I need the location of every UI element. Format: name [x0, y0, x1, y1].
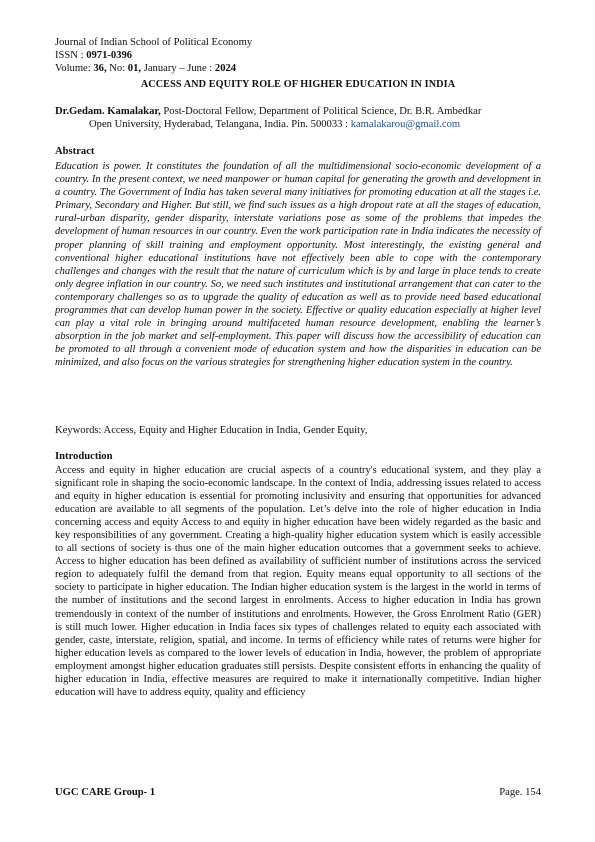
- author-affiliation-line-2: [55, 118, 541, 131]
- issue-label: No:: [106, 63, 128, 74]
- author-email-link[interactable]: kamalakarou@gmail.com: [350, 119, 461, 131]
- author-affiliation-text: Open University, Hyderabad, Telangana, India. Pin. 500033 :: [89, 119, 351, 131]
- abstract-text: Education is power. It constitutes the foundation of all the multidimensional socio-economic development of a country. In the present context, we need manpower or human capital for generating the growth and development in a country. The Government of India has taken several many initiatives for promoting education at all the stages i.e. Primary, Secondary and Higher. But still, we find such issues as a high dropout rate at all the stages of education, rural-urban disparity, gender disparity, interstate variations pose as some of the problems that impedes the development of human resources in our country. Even the work participation rate in India indicates the necessity of proper planning of skill training and employment opportunity. Most interestingly, the existing general and conventional higher educational institutions have not effectively been able to cope with the contemporary challenges and changes with the result that the nature of curriculum which is by and large in place tends to create only degree inflation in our country. So, we need such institutes and institutional arrangement that can cater to the contemporary challenges so as to upgrade the quality of education as well as to provide need based educational programmes that can develop human power in the society. Effective or quality education especially at higher level can play a vital role in bringing around multifaceted human resource development, enabling the learner’s absorption in the job market and self-employment. This paper will discuss how the accessibility of education can be promoted to all through a convenient mode of education system and how the disparities in education can be minimized, and also focus on the various strategies for strengthening higher education system in the country.: [55, 161, 541, 369]
- author-name: Dr.Gedam. Kamalakar,: [55, 106, 161, 117]
- issue-number: 01,: [127, 63, 142, 74]
- issn-number: 0971-0396: [86, 50, 133, 61]
- abstract-heading: Abstract: [55, 146, 95, 157]
- introduction-heading: Introduction: [55, 451, 113, 462]
- author-block: [55, 105, 541, 131]
- paper-title: ACCESS AND EQUITY ROLE OF HIGHER EDUCATION IN INDIA: [140, 79, 456, 90]
- issue-period: January – June :: [141, 63, 215, 74]
- volume-number: 36,: [93, 63, 107, 74]
- issn-label: ISSN :: [55, 50, 87, 61]
- issue-year: 2024: [214, 63, 237, 74]
- author-affiliation-line-1: Post-Doctoral Fellow, Department of Political Science, Dr. B.R. Ambedkar: [160, 106, 482, 117]
- footer-ugc-group: UGC CARE Group- 1: [55, 787, 156, 798]
- introduction-text: Access and equity in higher education are crucial aspects of a country's educational system, and they play a significant role in shaping the socio-economic landscape. In the context of India, addressing issues related to access and equity in higher education is essential for promoting inclusivity and ensuring that opportunities for advanced education are available to all segments of the population. Let’s delve into the role of higher education in India concerning access and equity Access to and equity in higher education have been widely regarded as the basic and key responsibilities of any government. Creating a high-quality higher education system which is easily accessible to all sections of society is thus one of the main higher education outcomes that a government seeks to achieve. Access to higher education has been defined as availability of sufficient number of institutions across the serviced region to adequately fulfil the demand from that region. Equity means equal opportunity to all sections of the society to participate in higher education. The Indian higher education system is the largest in the world in terms of the number of institutions and the second largest in enrolments. Access to higher education in India has grown tremendously in context of the number of institutions and enrolments. However, the Gross Enrolment Ratio (GER) is still much lower. Higher education in India faces six types of challenges related to equity each associated with gender, caste, interstate, religion, spatial, and income. In terms of efficiency while rates of returns were higher for higher education levels as compared to the lower levels of education in India, however, the problem of appropriate employment amongst higher education graduates still persists. Despite consistent efforts in enhancing the quality of higher education in India, effective measures are required to make it internationally competitive. Indian higher education will have to address equity, quality and efficiency: [55, 465, 541, 698]
- keywords-line: Keywords: Access, Equity and Higher Education in India, Gender Equity,: [55, 425, 368, 436]
- issn-line: [55, 50, 132, 63]
- footer-page-number: Page. 154: [499, 787, 541, 798]
- volume-line: [55, 63, 236, 76]
- journal-name: Journal of Indian School of Political Economy: [55, 37, 253, 48]
- volume-label: Volume:: [55, 63, 94, 74]
